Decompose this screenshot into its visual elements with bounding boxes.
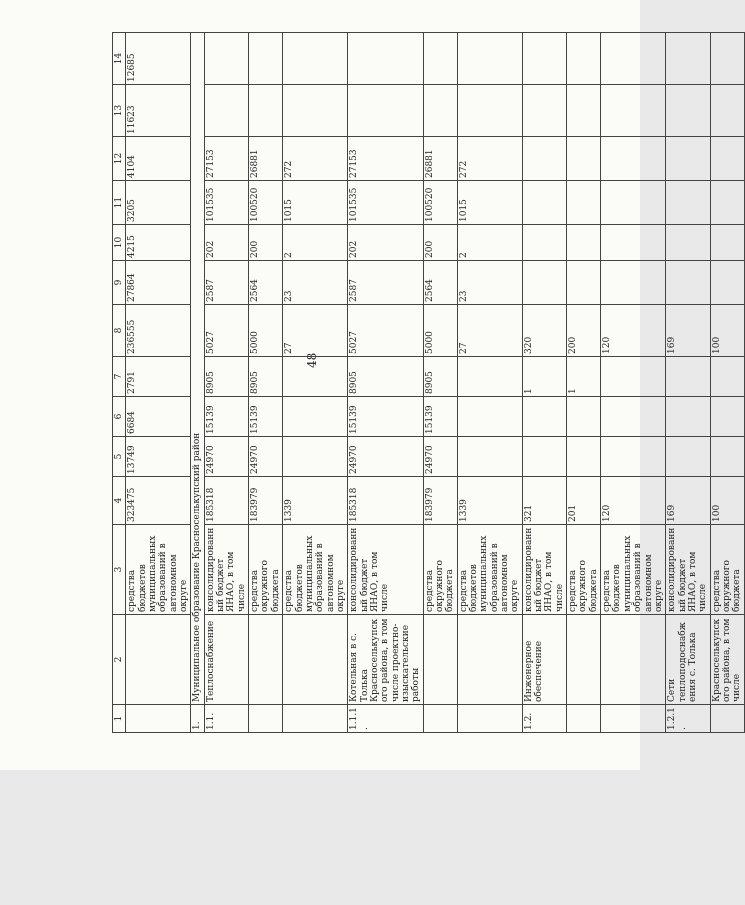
amount-cell	[457, 357, 522, 397]
amount-cell: 15139	[249, 397, 283, 437]
column-number: 9	[113, 261, 126, 305]
amount-cell	[601, 85, 666, 137]
column-number: 4	[113, 477, 126, 525]
funding-source: консолидированный бюджет ЯНАО, в том числе	[522, 525, 566, 615]
amount-cell: 2	[457, 225, 522, 261]
amount-cell: 2	[283, 225, 348, 261]
amount-cell	[567, 397, 601, 437]
amount-cell	[567, 261, 601, 305]
amount-cell	[666, 397, 710, 437]
amount-cell	[601, 261, 666, 305]
amount-cell	[249, 85, 283, 137]
amount-cell: 5000	[423, 305, 457, 357]
column-number: 7	[113, 357, 126, 397]
row-id	[601, 705, 666, 733]
amount-cell	[567, 437, 601, 477]
amount-cell	[457, 397, 522, 437]
row-id	[710, 705, 744, 733]
amount-cell: 2587	[204, 261, 248, 305]
amount-cell: 8905	[249, 357, 283, 397]
row-id	[423, 705, 457, 733]
row-id	[249, 705, 283, 733]
amount-cell	[567, 33, 601, 85]
amount-cell	[522, 225, 566, 261]
amount-cell: 321	[522, 477, 566, 525]
object-name: Инженерное обеспечение	[522, 615, 566, 705]
amount-cell: 202	[204, 225, 248, 261]
amount-cell: 27153	[204, 137, 248, 181]
funding-source: средства бюджетов муниципальных образований в автономном округе	[283, 525, 348, 615]
row-id	[283, 705, 348, 733]
amount-cell: 15139	[423, 397, 457, 437]
table-row	[522, 33, 566, 733]
amount-cell: 12685	[126, 33, 191, 85]
amount-cell	[348, 33, 423, 85]
amount-cell: 27864	[126, 261, 191, 305]
amount-cell	[666, 437, 710, 477]
row-id	[126, 705, 191, 733]
funding-source: средства окружного бюджета	[710, 525, 744, 615]
table-row	[204, 33, 248, 733]
amount-cell: 4215	[126, 225, 191, 261]
funding-source: консолидированный бюджет ЯНАО, в том числе	[348, 525, 423, 615]
column-number: 5	[113, 437, 126, 477]
amount-cell	[601, 437, 666, 477]
amount-cell	[710, 181, 744, 225]
amount-cell: 183979	[423, 477, 457, 525]
amount-cell	[666, 225, 710, 261]
table-row	[191, 33, 204, 733]
budget-table	[112, 32, 745, 733]
amount-cell: 24970	[204, 437, 248, 477]
amount-cell	[710, 437, 744, 477]
amount-cell: 320	[522, 305, 566, 357]
amount-cell: 323475	[126, 477, 191, 525]
amount-cell	[283, 85, 348, 137]
amount-cell	[710, 357, 744, 397]
amount-cell: 101535	[348, 181, 423, 225]
amount-cell: 2587	[348, 261, 423, 305]
object-name	[457, 615, 522, 705]
amount-cell: 24970	[249, 437, 283, 477]
amount-cell	[457, 33, 522, 85]
amount-cell	[423, 85, 457, 137]
amount-cell: 1015	[283, 181, 348, 225]
row-id: 1.1.	[204, 705, 248, 733]
table-row	[423, 33, 457, 733]
amount-cell	[710, 261, 744, 305]
amount-cell: 5027	[204, 305, 248, 357]
amount-cell: 1339	[457, 477, 522, 525]
amount-cell: 5027	[348, 305, 423, 357]
object-name: Красноселькупского района, в том числе	[710, 615, 744, 705]
funding-source: средства бюджетов муниципальных образований в автономном округе	[601, 525, 666, 615]
amount-cell: 100	[710, 477, 744, 525]
object-name: Сети теплоподоснабжения с. Толька	[666, 615, 710, 705]
amount-cell: 15139	[204, 397, 248, 437]
amount-cell: 1015	[457, 181, 522, 225]
amount-cell	[666, 357, 710, 397]
amount-cell: 26881	[423, 137, 457, 181]
amount-cell: 15139	[348, 397, 423, 437]
amount-cell	[601, 33, 666, 85]
amount-cell: 27153	[348, 137, 423, 181]
amount-cell	[522, 397, 566, 437]
amount-cell: 202	[348, 225, 423, 261]
amount-cell: 3205	[126, 181, 191, 225]
amount-cell: 272	[457, 137, 522, 181]
amount-cell	[710, 137, 744, 181]
table-row	[601, 33, 666, 733]
amount-cell: 2791	[126, 357, 191, 397]
row-id: 1.2.1.	[666, 705, 710, 733]
amount-cell	[666, 85, 710, 137]
object-name	[567, 615, 601, 705]
table-row	[283, 33, 348, 733]
funding-source: консолидированный бюджет ЯНАО, в том числе	[666, 525, 710, 615]
amount-cell: 8905	[423, 357, 457, 397]
amount-cell: 200	[423, 225, 457, 261]
object-name	[249, 615, 283, 705]
table-row	[249, 33, 283, 733]
row-id: 1.	[191, 705, 204, 733]
column-number: 14	[113, 33, 126, 85]
amount-cell: 200	[249, 225, 283, 261]
row-id: 1.1.1.	[348, 705, 423, 733]
amount-cell: 183979	[249, 477, 283, 525]
amount-cell: 1339	[283, 477, 348, 525]
page-number: 48	[305, 352, 319, 368]
amount-cell: 24970	[423, 437, 457, 477]
amount-cell	[522, 85, 566, 137]
funding-source: средства окружного бюджета	[249, 525, 283, 615]
amount-cell: 11623	[126, 85, 191, 137]
amount-cell	[567, 181, 601, 225]
object-name	[126, 615, 191, 705]
amount-cell	[457, 85, 522, 137]
object-name	[601, 615, 666, 705]
amount-cell	[249, 33, 283, 85]
amount-cell	[522, 181, 566, 225]
amount-cell	[567, 137, 601, 181]
amount-cell: 185318	[348, 477, 423, 525]
column-number: 2	[113, 615, 126, 705]
table-row	[567, 33, 601, 733]
amount-cell: 185318	[204, 477, 248, 525]
amount-cell	[283, 397, 348, 437]
municipality-heading: Муниципальное образование Красноселькупский район	[191, 33, 204, 705]
table-row	[666, 33, 710, 733]
amount-cell: 169	[666, 477, 710, 525]
amount-cell	[204, 85, 248, 137]
amount-cell: 101535	[204, 181, 248, 225]
amount-cell	[710, 225, 744, 261]
amount-cell	[522, 261, 566, 305]
funding-source: средства бюджетов муниципальных образований в автономном округе	[457, 525, 522, 615]
amount-cell: 100520	[423, 181, 457, 225]
object-name: Теплоснабжение	[204, 615, 248, 705]
object-name	[423, 615, 457, 705]
amount-cell: 2564	[423, 261, 457, 305]
amount-cell: 1	[567, 357, 601, 397]
amount-cell	[710, 33, 744, 85]
amount-cell: 120	[601, 477, 666, 525]
amount-cell: 6684	[126, 397, 191, 437]
amount-cell	[283, 357, 348, 397]
column-number: 13	[113, 85, 126, 137]
amount-cell	[601, 181, 666, 225]
row-id	[457, 705, 522, 733]
amount-cell: 272	[283, 137, 348, 181]
column-number: 12	[113, 137, 126, 181]
rotated-table-wrapper	[112, 33, 743, 733]
amount-cell: 13749	[126, 437, 191, 477]
amount-cell	[567, 225, 601, 261]
funding-source: средства окружного бюджета	[567, 525, 601, 615]
column-number: 6	[113, 397, 126, 437]
table-row	[710, 33, 744, 733]
amount-cell	[204, 33, 248, 85]
amount-cell	[283, 437, 348, 477]
row-id	[567, 705, 601, 733]
amount-cell: 200	[567, 305, 601, 357]
amount-cell: 2564	[249, 261, 283, 305]
amount-cell: 24970	[348, 437, 423, 477]
amount-cell	[601, 137, 666, 181]
amount-cell: 5000	[249, 305, 283, 357]
column-number: 8	[113, 305, 126, 357]
amount-cell	[522, 437, 566, 477]
amount-cell	[457, 437, 522, 477]
amount-cell: 8905	[348, 357, 423, 397]
column-number-row	[113, 33, 126, 733]
amount-cell: 1	[522, 357, 566, 397]
amount-cell: 23	[283, 261, 348, 305]
column-number: 11	[113, 181, 126, 225]
amount-cell: 169	[666, 305, 710, 357]
row-id: 1.2.	[522, 705, 566, 733]
amount-cell	[666, 33, 710, 85]
amount-cell: 4104	[126, 137, 191, 181]
amount-cell	[348, 85, 423, 137]
amount-cell	[666, 181, 710, 225]
amount-cell	[522, 33, 566, 85]
funding-source: средства бюджетов муниципальных образований в автономном округе	[126, 525, 191, 615]
amount-cell	[666, 137, 710, 181]
table-row	[457, 33, 522, 733]
amount-cell: 26881	[249, 137, 283, 181]
funding-source: средства окружного бюджета	[423, 525, 457, 615]
amount-cell: 8905	[204, 357, 248, 397]
amount-cell	[601, 397, 666, 437]
object-name	[283, 615, 348, 705]
column-number: 10	[113, 225, 126, 261]
amount-cell	[601, 225, 666, 261]
amount-cell	[567, 85, 601, 137]
amount-cell	[522, 137, 566, 181]
column-number: 3	[113, 525, 126, 615]
amount-cell	[666, 261, 710, 305]
amount-cell: 201	[567, 477, 601, 525]
amount-cell	[283, 33, 348, 85]
table-row	[126, 33, 191, 733]
amount-cell: 100	[710, 305, 744, 357]
funding-source: консолидированный бюджет ЯНАО, в том числе	[204, 525, 248, 615]
amount-cell: 100520	[249, 181, 283, 225]
amount-cell: 236555	[126, 305, 191, 357]
column-number: 1	[113, 705, 126, 733]
table-row	[348, 33, 423, 733]
amount-cell: 120	[601, 305, 666, 357]
amount-cell	[423, 33, 457, 85]
amount-cell	[601, 357, 666, 397]
object-name: Котельная в с. Толька Красноселькупского района, в том числе проектно-изыскательские работы	[348, 615, 423, 705]
amount-cell: 23	[457, 261, 522, 305]
amount-cell: 27	[457, 305, 522, 357]
amount-cell	[710, 397, 744, 437]
amount-cell: 27	[283, 305, 348, 357]
amount-cell	[710, 85, 744, 137]
